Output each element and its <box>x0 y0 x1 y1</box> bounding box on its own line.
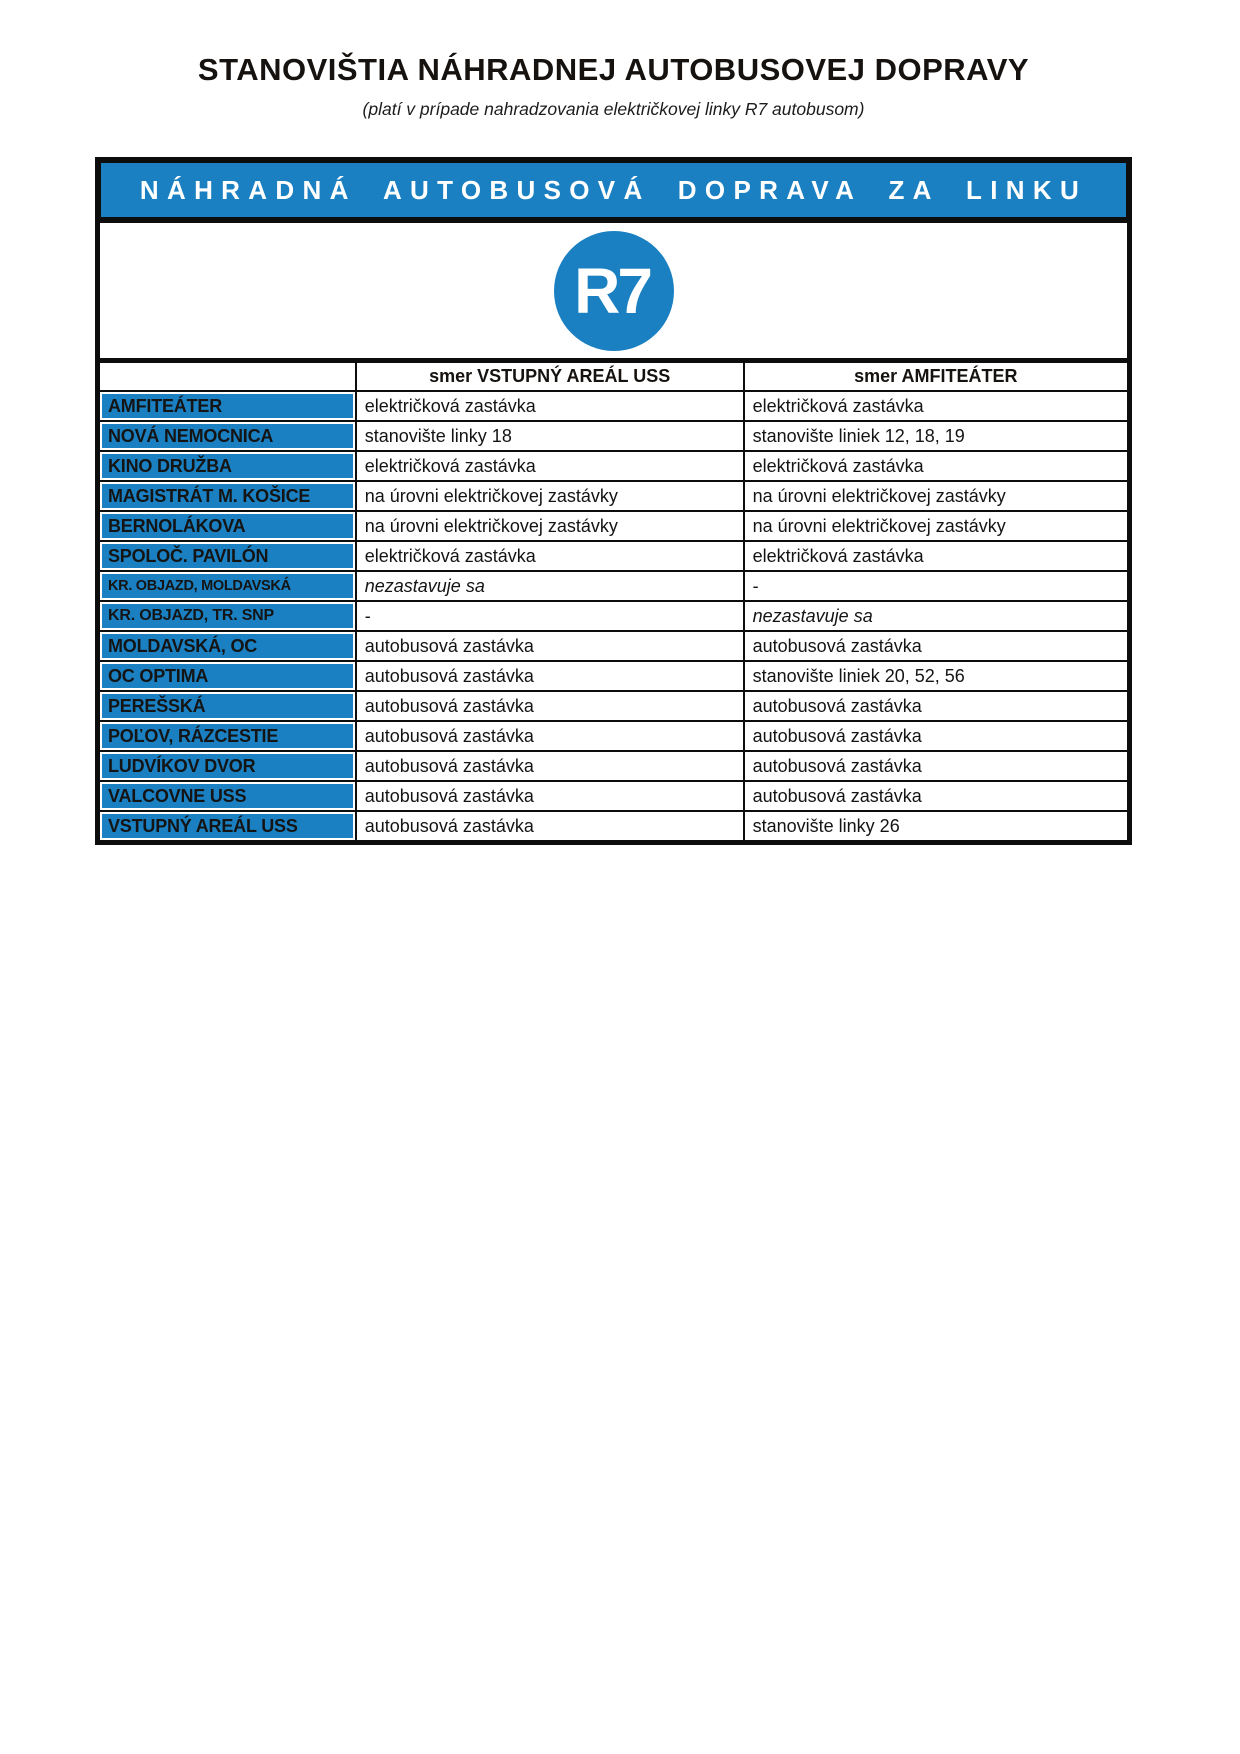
station-cell: LUDVÍKOV DVOR <box>98 751 356 781</box>
direction-cell: električková zastávka <box>744 541 1130 571</box>
direction-cell: nezastavuje sa <box>744 601 1130 631</box>
direction-cell: autobusová zastávka <box>744 781 1130 811</box>
line-r7-badge-icon: R7 <box>554 231 674 351</box>
table-row <box>98 811 1130 843</box>
table-row <box>98 421 1130 451</box>
direction-2-column-header: smer AMFITEÁTER <box>744 361 1130 392</box>
stops-table-body <box>98 391 1130 843</box>
stops-table-header <box>98 361 1130 392</box>
direction-cell: na úrovni električkovej zastávky <box>356 481 744 511</box>
station-cell: PEREŠSKÁ <box>98 691 356 721</box>
table-row <box>98 661 1130 691</box>
direction-cell: autobusová zastávka <box>356 811 744 843</box>
table-row <box>98 451 1130 481</box>
direction-cell: autobusová zastávka <box>356 781 744 811</box>
direction-cell: autobusová zastávka <box>356 661 744 691</box>
station-cell: KR. OBJAZD, MOLDAVSKÁ <box>98 571 356 601</box>
table-row <box>98 601 1130 631</box>
direction-cell: nezastavuje sa <box>356 571 744 601</box>
direction-cell: na úrovni električkovej zastávky <box>356 511 744 541</box>
table-row <box>98 721 1130 751</box>
direction-cell: električková zastávka <box>356 391 744 421</box>
direction-cell: stanovište liniek 12, 18, 19 <box>744 421 1130 451</box>
table-row <box>98 541 1130 571</box>
document <box>95 0 1132 845</box>
station-column-header <box>98 361 356 392</box>
stops-table <box>95 358 1132 845</box>
direction-cell: stanovište linky 18 <box>356 421 744 451</box>
table-row <box>98 631 1130 661</box>
station-cell: KINO DRUŽBA <box>98 451 356 481</box>
direction-cell: autobusová zastávka <box>356 691 744 721</box>
station-cell: SPOLOČ. PAVILÓN <box>98 541 356 571</box>
table-row <box>98 511 1130 541</box>
direction-cell: stanovište liniek 20, 52, 56 <box>744 661 1130 691</box>
direction-cell: na úrovni električkovej zastávky <box>744 511 1130 541</box>
station-cell: MAGISTRÁT M. KOŠICE <box>98 481 356 511</box>
direction-cell: autobusová zastávka <box>356 751 744 781</box>
direction-cell: električková zastávka <box>356 451 744 481</box>
direction-cell: - <box>356 601 744 631</box>
direction-1-column-header: smer VSTUPNÝ AREÁL USS <box>356 361 744 392</box>
direction-cell: autobusová zastávka <box>744 631 1130 661</box>
table-row <box>98 571 1130 601</box>
station-cell: OC OPTIMA <box>98 661 356 691</box>
direction-cell: na úrovni električkovej zastávky <box>744 481 1130 511</box>
page-title: STANOVIŠTIA NÁHRADNEJ AUTOBUSOVEJ DOPRAVY <box>197 52 1030 87</box>
direction-cell: stanovište linky 26 <box>744 811 1130 843</box>
station-cell: KR. OBJAZD, TR. SNP <box>98 601 356 631</box>
header-row <box>98 361 1130 392</box>
station-cell: NOVÁ NEMOCNICA <box>98 421 356 451</box>
direction-cell: autobusová zastávka <box>744 751 1130 781</box>
direction-cell: autobusová zastávka <box>356 721 744 751</box>
direction-cell: autobusová zastávka <box>744 691 1130 721</box>
table-row <box>98 481 1130 511</box>
page-subtitle: (platí v prípade nahradzovania električkovej linky R7 autobusom) <box>362 99 865 119</box>
direction-cell: električková zastávka <box>356 541 744 571</box>
station-cell: VALCOVNE USS <box>98 781 356 811</box>
station-cell: VSTUPNÝ AREÁL USS <box>98 811 356 843</box>
direction-cell: autobusová zastávka <box>356 631 744 661</box>
direction-cell: - <box>744 571 1130 601</box>
station-cell: AMFITEÁTER <box>98 391 356 421</box>
station-cell: POĽOV, RÁZCESTIE <box>98 721 356 751</box>
table-row <box>98 751 1130 781</box>
table-row <box>98 691 1130 721</box>
direction-cell: električková zastávka <box>744 451 1130 481</box>
station-cell: MOLDAVSKÁ, OC <box>98 631 356 661</box>
station-cell: BERNOLÁKOVA <box>98 511 356 541</box>
replacement-service-banner: NÁHRADNÁ AUTOBUSOVÁ DOPRAVA ZA LINKU <box>95 157 1132 223</box>
table-row <box>98 781 1130 811</box>
line-logo-box <box>95 223 1132 358</box>
table-row <box>98 391 1130 421</box>
direction-cell: autobusová zastávka <box>744 721 1130 751</box>
direction-cell: električková zastávka <box>744 391 1130 421</box>
